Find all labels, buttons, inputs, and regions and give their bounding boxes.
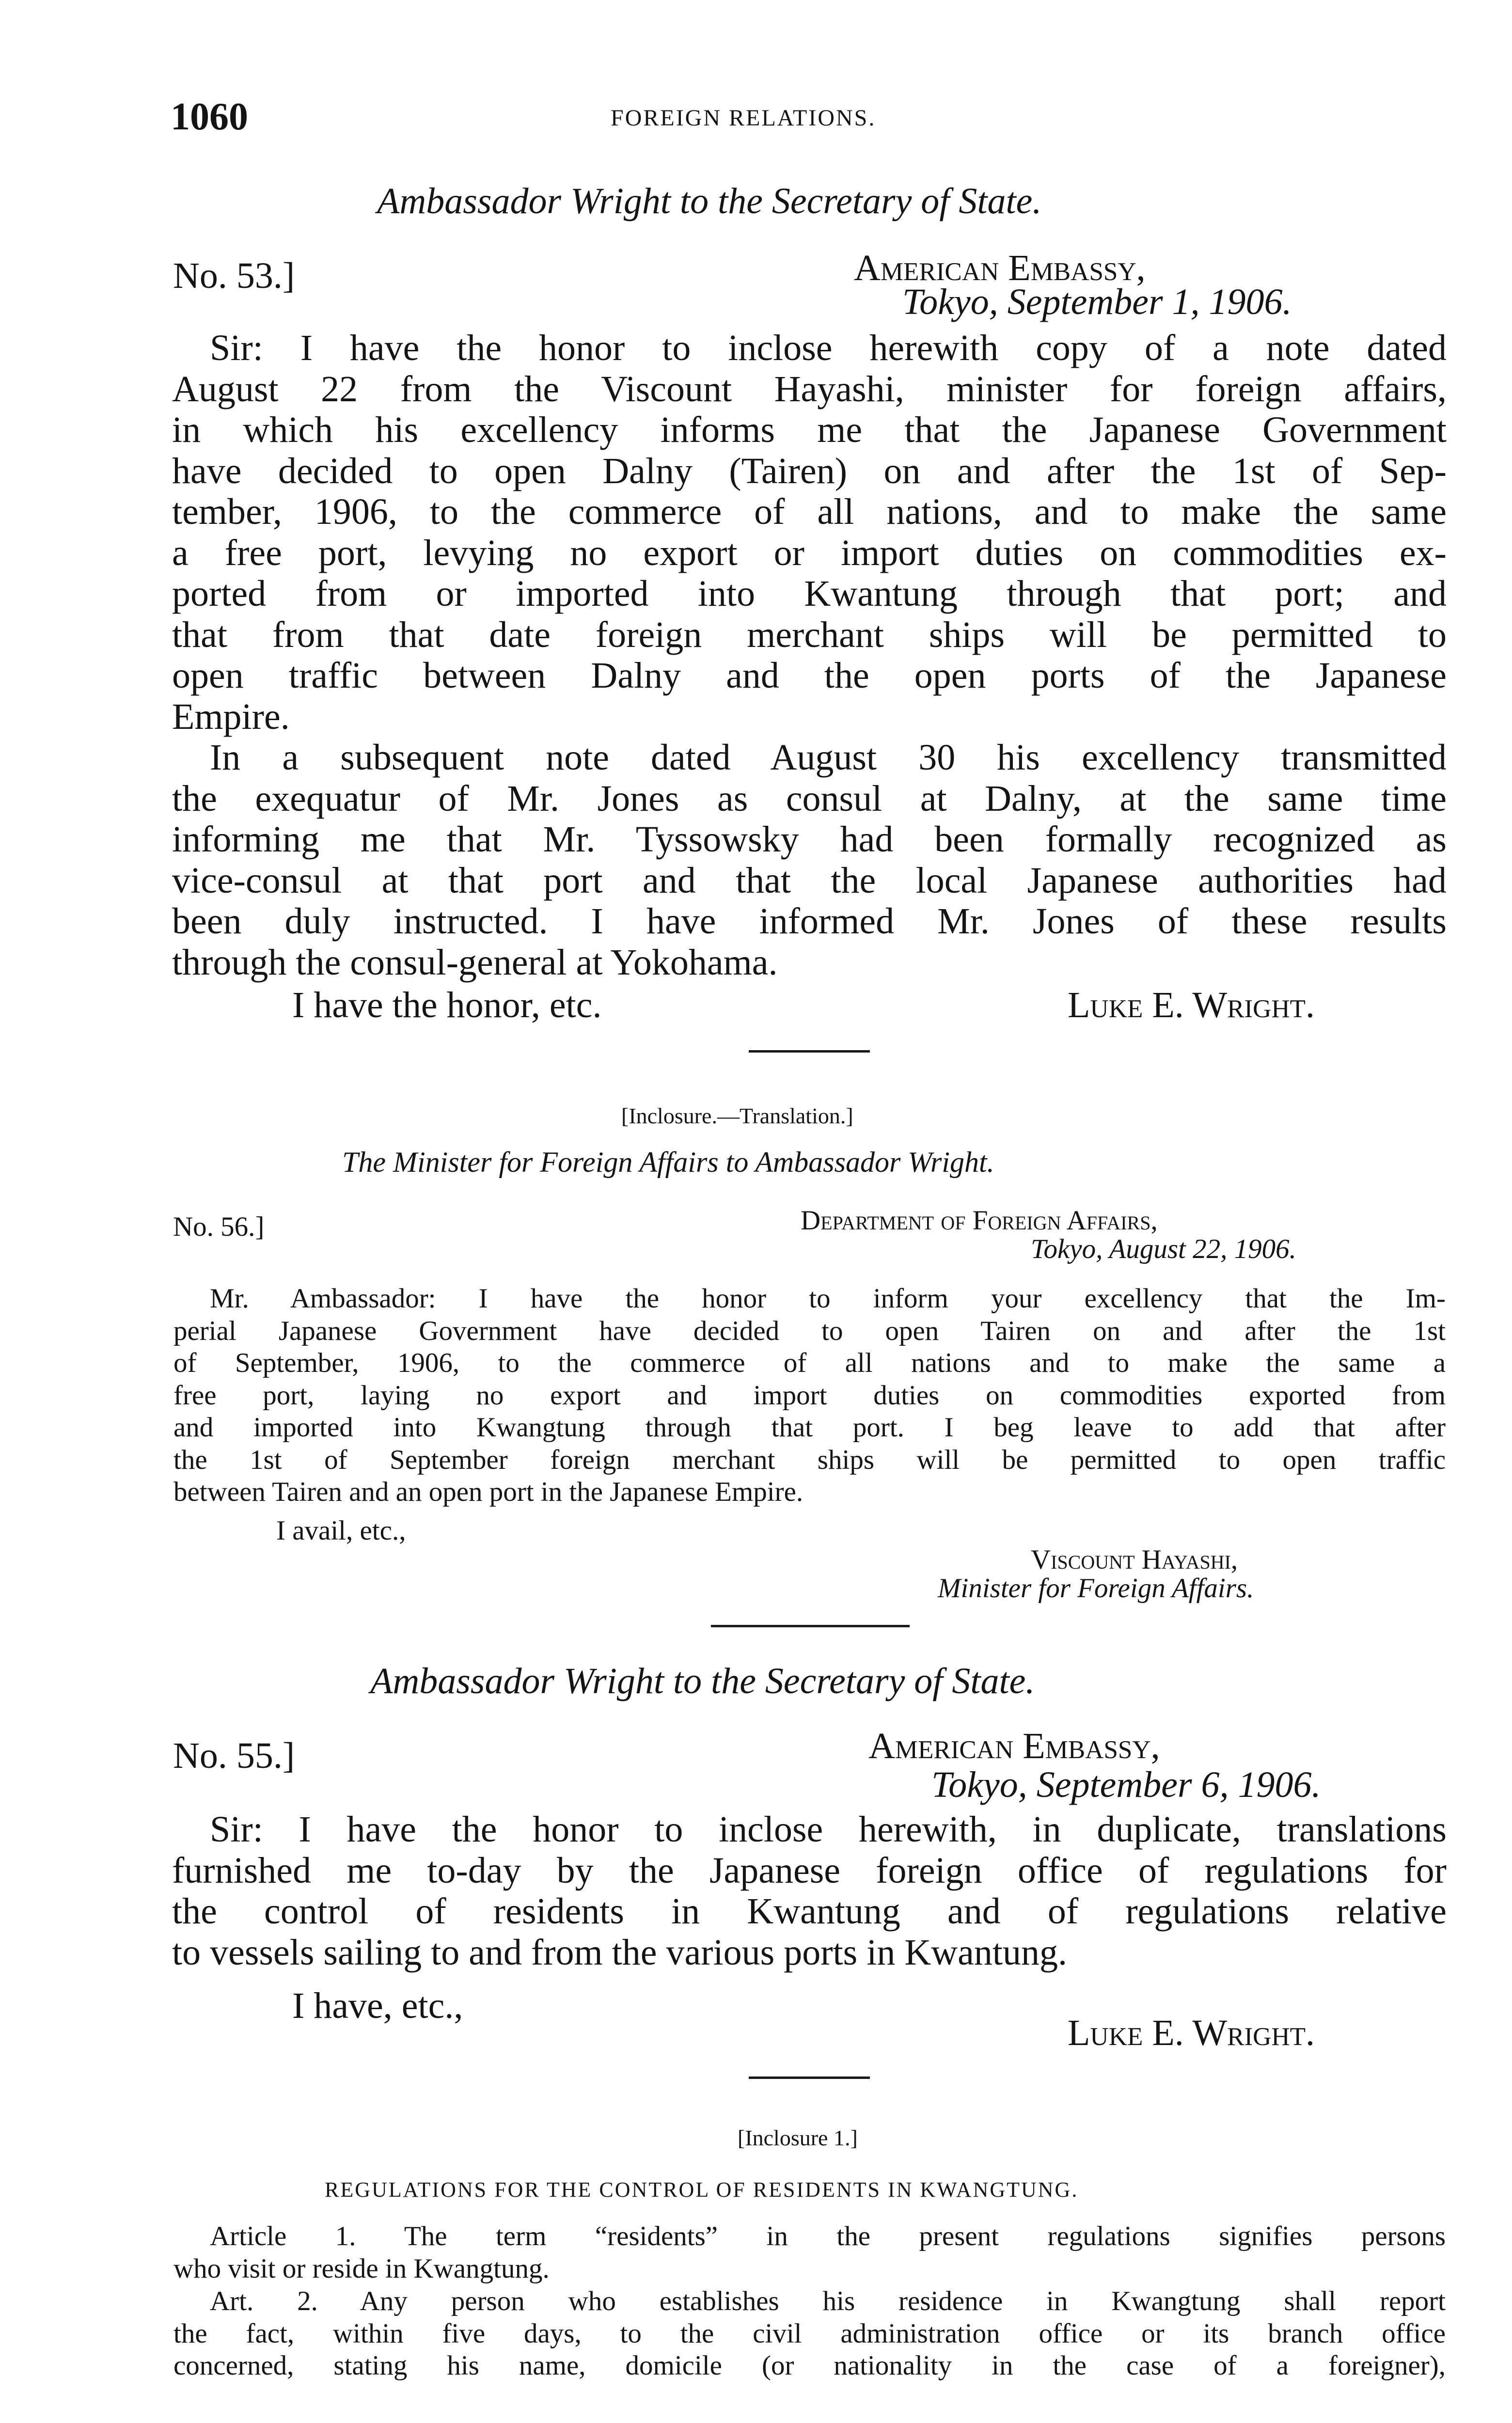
section-divider bbox=[749, 1050, 870, 1053]
text-line: through the consul-general at Yokohama. bbox=[172, 942, 778, 983]
regulations-heading: REGULATIONS FOR THE CONTROL OF RESIDENTS IN KWANGTUNG. bbox=[325, 2178, 1079, 2202]
text-line: open traffic between Dalny and the open ports of the Japanese bbox=[172, 655, 1447, 696]
inclosure-heading: The Minister for Foreign Affairs to Ambassador Wright. bbox=[342, 1146, 994, 1178]
letter1-place: American Embassy, bbox=[854, 248, 1146, 288]
inclosure-signature-title: Minister for Foreign Affairs. bbox=[938, 1573, 1254, 1604]
text-line: free port, laying no export and import duties on commodities exported from bbox=[173, 1380, 1446, 1411]
text-line: Sir: I have the honor to inclose herewith copy of a note dated bbox=[210, 328, 1447, 368]
letter2-closing: I have, etc., bbox=[292, 1985, 463, 2026]
text-line: the fact, within five days, to the civil administration office or its branch office bbox=[173, 2318, 1446, 2349]
section-divider bbox=[711, 1625, 910, 1627]
text-line: Empire. bbox=[172, 696, 290, 737]
text-line: to vessels sailing to and from the various ports in Kwantung. bbox=[172, 1932, 1067, 1973]
regulations-article-1 bbox=[173, 2220, 1446, 2285]
letter1-signature: Luke E. Wright. bbox=[1068, 985, 1315, 1025]
letter1-closing: I have the honor, etc. bbox=[292, 985, 602, 1025]
text-line: who visit or reside in Kwangtung. bbox=[173, 2253, 550, 2284]
text-line: Article 1. The term “residents” in the present regulations signifies persons bbox=[210, 2221, 1446, 2251]
text-line: a free port, levying no export or import duties on commodities ex- bbox=[172, 532, 1447, 573]
text-line: vice-consul at that port and that the local Japanese authorities had bbox=[172, 860, 1447, 901]
text-line: between Tairen and an open port in the Japanese Empire. bbox=[173, 1477, 803, 1507]
running-head: FOREIGN RELATIONS. bbox=[611, 105, 876, 131]
inclosure-label: [Inclosure.—Translation.] bbox=[621, 1103, 853, 1128]
section-divider bbox=[749, 2077, 870, 2079]
text-line: tember, 1906, to the commerce of all nations, and to make the same bbox=[172, 491, 1447, 532]
text-line: in which his excellency informs me that the Japanese Government bbox=[172, 409, 1447, 450]
page-number: 1060 bbox=[171, 95, 248, 138]
text-line: perial Japanese Government have decided to open Tairen on and after the 1st bbox=[173, 1315, 1446, 1346]
text-line: that from that date foreign merchant ships will be permitted to bbox=[172, 614, 1447, 655]
text-line: ported from or imported into Kwantung through that port; and bbox=[172, 573, 1447, 614]
letter1-paragraph-1 bbox=[172, 328, 1447, 737]
inclosure-paragraph bbox=[173, 1283, 1446, 1509]
letter2-date: Tokyo, September 6, 1906. bbox=[931, 1764, 1321, 1805]
text-line: In a subsequent note dated August 30 his excellency transmitted bbox=[210, 737, 1447, 778]
text-line: August 22 from the Viscount Hayashi, minister for foreign affairs, bbox=[172, 368, 1447, 409]
text-line: been duly instructed. I have informed Mr. Jones of these results bbox=[172, 901, 1447, 942]
letter2-signature: Luke E. Wright. bbox=[1068, 2013, 1315, 2053]
text-line: Sir: I have the honor to inclose herewith, in duplicate, translations bbox=[210, 1809, 1447, 1850]
letter1-heading: Ambassador Wright to the Secretary of State. bbox=[377, 181, 1042, 221]
text-line: Art. 2. Any person who establishes his residence in Kwangtung shall report bbox=[210, 2286, 1446, 2316]
text-line: furnished me to-day by the Japanese foreign office of regulations for bbox=[172, 1850, 1447, 1891]
letter1-date: Tokyo, September 1, 1906. bbox=[902, 282, 1292, 322]
inclosure-number: No. 56.] bbox=[173, 1212, 265, 1242]
text-line: of September, 1906, to the commerce of all nations and to make the same a bbox=[173, 1348, 1446, 1378]
letter2-paragraph bbox=[172, 1809, 1447, 1973]
text-line: and imported into Kwangtung through that port. I beg leave to add that after bbox=[173, 1412, 1446, 1443]
inclosure-place: Department of Foreign Affairs, bbox=[801, 1205, 1158, 1236]
text-line: concerned, stating his name, domicile (or nationality in the case of a foreigner), bbox=[173, 2350, 1446, 2381]
regulations-inclosure-label: [Inclosure 1.] bbox=[738, 2125, 858, 2150]
letter2-heading: Ambassador Wright to the Secretary of State. bbox=[370, 1661, 1035, 1701]
letter2-number: No. 55.] bbox=[173, 1735, 295, 1776]
text-line: the control of residents in Kwantung and of regulations relative bbox=[172, 1891, 1447, 1932]
text-line: Mr. Ambassador: I have the honor to inform your excellency that the Im- bbox=[210, 1283, 1446, 1314]
letter1-paragraph-2 bbox=[172, 737, 1447, 983]
text-line: the 1st of September foreign merchant ships will be permitted to open traffic bbox=[173, 1444, 1446, 1475]
letter2-place: American Embassy, bbox=[868, 1726, 1160, 1766]
text-line: the exequatur of Mr. Jones as consul at Dalny, at the same time bbox=[172, 778, 1447, 819]
text-line: have decided to open Dalny (Tairen) on and after the 1st of Sep- bbox=[172, 450, 1447, 491]
inclosure-date: Tokyo, August 22, 1906. bbox=[1031, 1234, 1296, 1264]
regulations-article-2 bbox=[173, 2285, 1446, 2382]
text-line: informing me that Mr. Tyssowsky had been formally recognized as bbox=[172, 819, 1447, 860]
inclosure-signature: Viscount Hayashi, bbox=[1031, 1544, 1238, 1575]
letter1-number: No. 53.] bbox=[173, 255, 295, 296]
inclosure-closing: I avail, etc., bbox=[276, 1515, 406, 1546]
